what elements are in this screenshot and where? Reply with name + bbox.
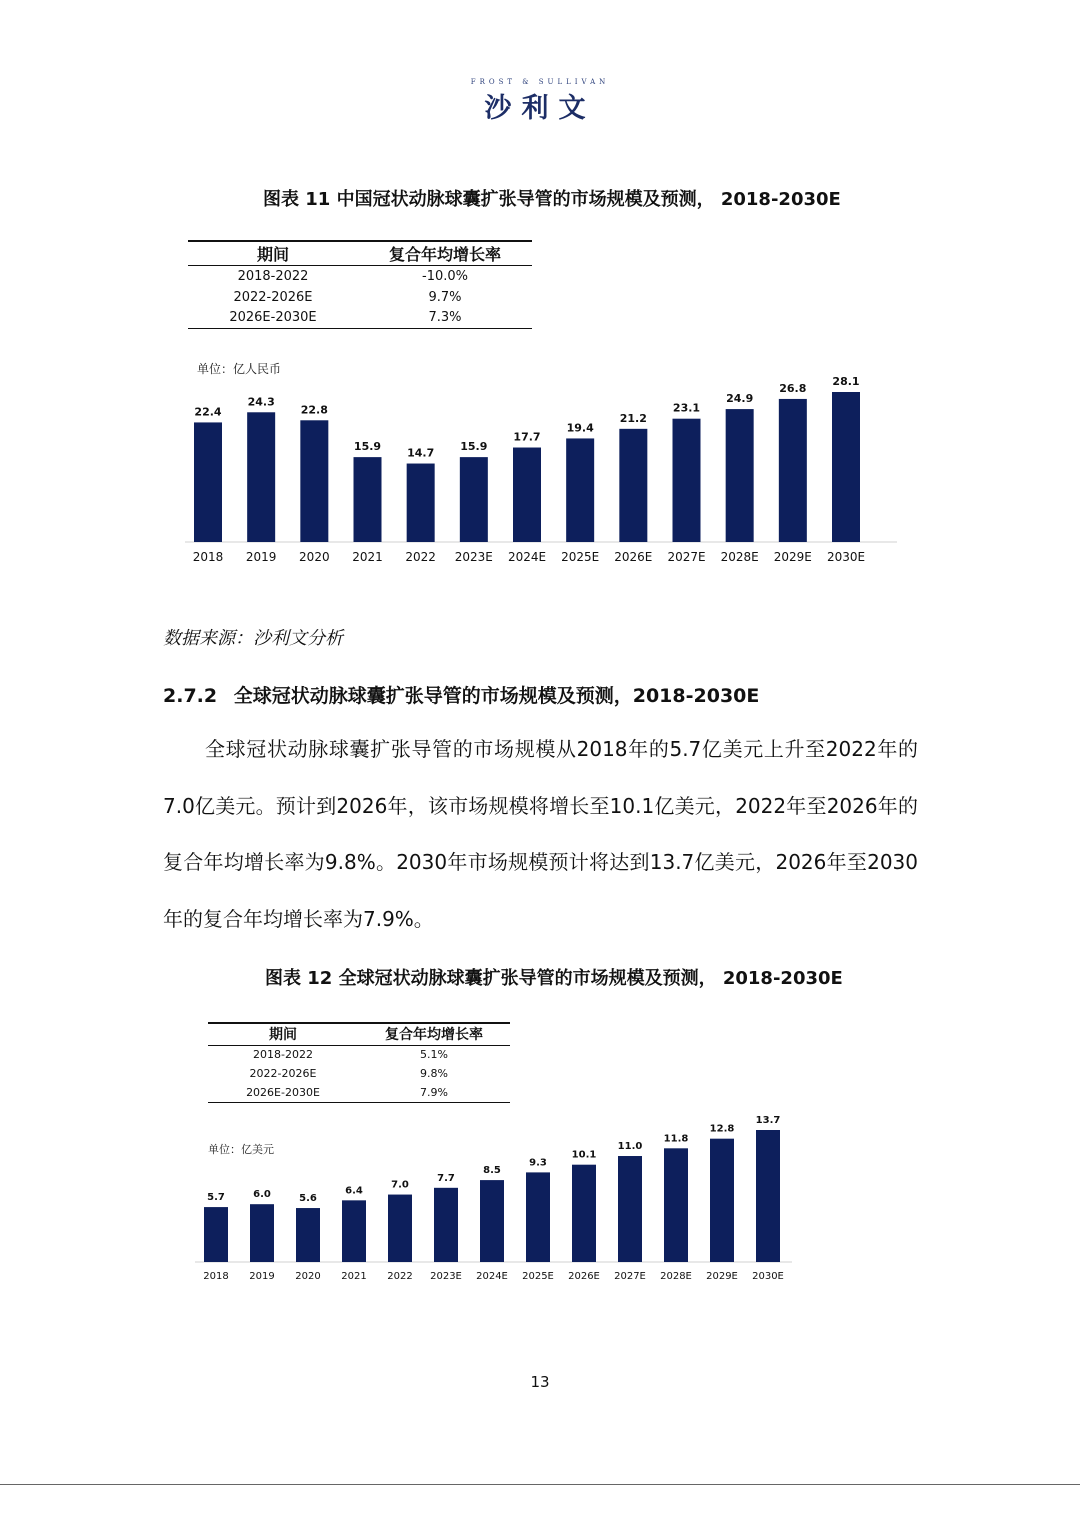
- bar-2030E: [756, 1130, 780, 1262]
- tick-label-2027E: 2027E: [614, 1271, 646, 1282]
- cagr-header-rate: 复合年均增长率: [385, 1027, 483, 1044]
- cagr-value: 9.8%: [420, 1067, 448, 1080]
- bar-2028E: [664, 1148, 688, 1262]
- bar-2029E: [779, 399, 807, 542]
- data-label-2019: 24.3: [247, 395, 275, 409]
- tick-label-2030E: 2030E: [826, 550, 866, 564]
- tick-label-2025E: 2025E: [561, 550, 600, 564]
- logo-chinese: 沙利文: [484, 93, 596, 124]
- tick-label-2022: 2022: [387, 1271, 413, 1282]
- figure-12-unit: 单位：亿美元: [208, 1143, 274, 1156]
- cagr-header-rate: 复合年均增长率: [388, 245, 501, 264]
- cagr-period: 2022-2026E: [233, 289, 313, 305]
- section-title: 全球冠状动脉球囊扩张导管的市场规模及预测，2018-2030E: [233, 685, 760, 707]
- cagr-header-period: 期间: [256, 245, 289, 264]
- data-label-2027E: 11.0: [617, 1141, 643, 1153]
- bar-2030E: [832, 392, 860, 542]
- tick-label-2028E: 2028E: [660, 1271, 692, 1282]
- cagr-value: 9.7%: [428, 289, 462, 305]
- bar-2025E: [566, 438, 594, 542]
- tick-label-2023E: 2023E: [454, 550, 493, 564]
- figure-11-title: 图表 11 中国冠状动脉球囊扩张导管的市场规模及预测， 2018-2030E: [263, 189, 841, 210]
- cagr-value: 5.1%: [420, 1048, 448, 1062]
- tick-label-2022: 2022: [405, 550, 436, 564]
- cagr-period: 2018-2022: [237, 268, 309, 284]
- bar-2021: [354, 457, 382, 542]
- logo-english: FROST & SULLIVAN: [470, 78, 610, 86]
- data-label-2021: 15.9: [353, 440, 382, 454]
- data-label-2023E: 7.7: [437, 1172, 455, 1184]
- cagr-period: 2026E-2030E: [229, 310, 317, 326]
- figure-11-bar-chart: [180, 370, 900, 570]
- bar-2022: [388, 1195, 412, 1262]
- bar-2019: [247, 412, 275, 542]
- cagr-period: 2018-2022: [253, 1048, 313, 1062]
- tick-label-2030E: 2030E: [752, 1271, 784, 1282]
- data-label-2025E: 19.4: [566, 421, 594, 435]
- body-paragraph: 全球冠状动脉球囊扩张导管的市场规模从2018年的5.7亿美元上升至2022年的7.0亿美元。预计到2026年，该市场规模将增长至10.1亿美元，2022年至2026年的复合年均增长率为9.8%。2030年市场规模预计将达到13.7亿美元，2026年至2030年的复合年均增长率为7.9%。: [163, 737, 918, 931]
- data-label-2028E: 11.8: [663, 1133, 689, 1145]
- figure-11-cagr-table: [188, 240, 532, 329]
- tick-label-2025E: 2025E: [522, 1271, 554, 1282]
- bar-2026E: [572, 1165, 596, 1262]
- data-label-2029E: 12.8: [709, 1123, 735, 1135]
- tick-label-2021: 2021: [341, 1271, 367, 1282]
- bar-2019: [250, 1204, 274, 1262]
- data-label-2026E: 10.1: [571, 1149, 597, 1161]
- data-label-2018: 22.4: [194, 405, 222, 419]
- cagr-period: 2026E-2030E: [246, 1085, 320, 1099]
- tick-label-2023E: 2023E: [430, 1271, 462, 1282]
- data-label-2026E: 21.2: [619, 411, 647, 425]
- data-label-2021: 6.4: [345, 1185, 363, 1197]
- tick-label-2020: 2020: [299, 550, 330, 564]
- bar-2023E: [460, 457, 488, 542]
- data-label-2024E: 8.5: [483, 1165, 501, 1177]
- section-heading: [163, 681, 759, 708]
- bar-2021: [342, 1200, 366, 1262]
- data-label-2023E: 15.9: [460, 440, 488, 454]
- data-label-2025E: 9.3: [529, 1157, 547, 1169]
- figure-12-title: 图表 12 全球冠状动脉球囊扩张导管的市场规模及预测， 2018-2030E: [265, 968, 843, 989]
- data-label-2028E: 24.9: [726, 392, 754, 406]
- bar-2026E: [619, 429, 647, 542]
- data-label-2020: 22.8: [300, 403, 328, 417]
- bar-2024E: [480, 1180, 504, 1262]
- section-number: 2.7.2: [163, 685, 218, 707]
- tick-label-2018: 2018: [192, 550, 224, 564]
- data-label-2019: 6.0: [253, 1189, 271, 1201]
- cagr-value: -10.0%: [422, 268, 468, 284]
- data-label-2024E: 17.7: [513, 430, 541, 444]
- data-label-2027E: 23.1: [672, 401, 701, 415]
- cagr-header-period: 期间: [269, 1027, 297, 1044]
- tick-label-2021: 2021: [352, 550, 383, 564]
- cagr-value: 7.3%: [428, 310, 462, 326]
- bar-2028E: [726, 409, 754, 542]
- cagr-value: 7.9%: [420, 1085, 448, 1099]
- bar-2020: [296, 1208, 320, 1262]
- cagr-period: 2022-2026E: [249, 1067, 317, 1080]
- bar-2029E: [710, 1139, 734, 1262]
- tick-label-2018: 2018: [203, 1271, 229, 1282]
- data-label-2018: 5.7: [207, 1192, 225, 1204]
- figure-12-cagr-table: [208, 1022, 510, 1103]
- data-label-2030E: 13.7: [755, 1115, 781, 1126]
- tick-label-2028E: 2028E: [720, 550, 759, 564]
- tick-label-2020: 2020: [295, 1271, 321, 1282]
- bar-2020: [300, 420, 328, 542]
- data-source: 数据来源：沙利文分析: [163, 628, 343, 649]
- tick-label-2029E: 2029E: [773, 550, 812, 564]
- footer-divider: [0, 1484, 1080, 1485]
- tick-label-2026E: 2026E: [614, 550, 653, 564]
- tick-label-2024E: 2024E: [507, 550, 547, 564]
- figure-11-unit: 单位：亿人民币: [197, 362, 282, 376]
- tick-label-2026E: 2026E: [568, 1271, 600, 1282]
- tick-label-2027E: 2027E: [667, 550, 706, 564]
- bar-2018: [204, 1207, 228, 1262]
- page-number: 13: [530, 1373, 550, 1391]
- bar-2025E: [526, 1172, 550, 1262]
- bar-2023E: [434, 1188, 458, 1262]
- figure-12-bar-chart: [190, 1108, 800, 1288]
- data-label-2029E: 26.8: [779, 381, 807, 395]
- data-label-2022: 14.7: [407, 446, 435, 460]
- bar-2027E: [673, 419, 701, 542]
- bar-2018: [194, 422, 222, 542]
- bar-2027E: [618, 1156, 642, 1262]
- bar-2024E: [513, 448, 541, 542]
- data-label-2030E: 28.1: [832, 375, 860, 388]
- tick-label-2019: 2019: [249, 1271, 275, 1282]
- tick-label-2019: 2019: [245, 550, 277, 564]
- bar-2022: [407, 464, 435, 542]
- data-label-2022: 7.0: [391, 1179, 409, 1191]
- tick-label-2024E: 2024E: [476, 1271, 508, 1282]
- tick-label-2029E: 2029E: [706, 1271, 738, 1282]
- data-label-2020: 5.6: [299, 1193, 317, 1205]
